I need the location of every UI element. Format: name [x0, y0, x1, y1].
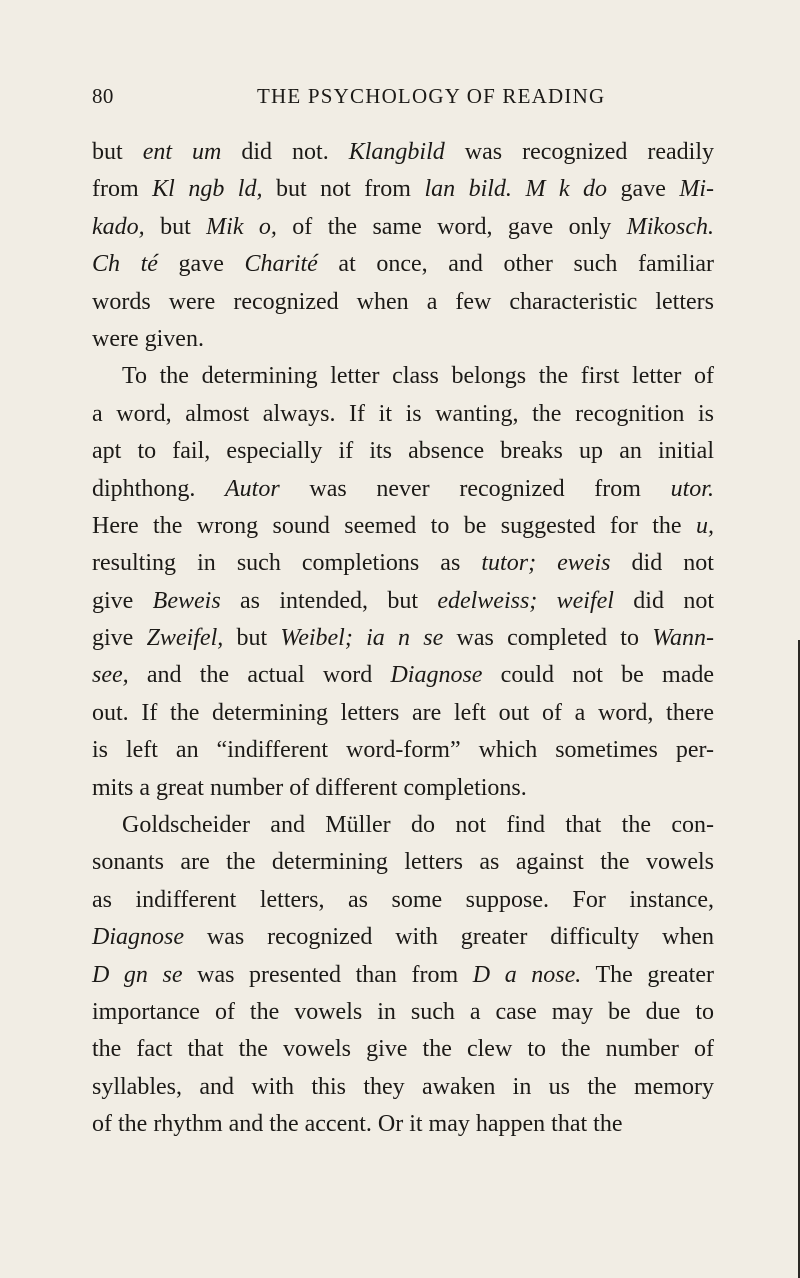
text-run: sonants are the determining letters as against the vowels: [92, 849, 714, 876]
body-text: [92, 134, 714, 1144]
text-run: Here the wrong sound seemed to be suggested for the: [92, 512, 696, 539]
italic-text: Kl ngb ld,: [152, 176, 263, 203]
text-line: [92, 358, 714, 395]
text-run: but: [223, 625, 281, 652]
text-run: as indifferent letters, as some suppose. For instance,: [92, 886, 714, 913]
text-line: [92, 321, 714, 358]
text-line: [92, 770, 714, 807]
text-run: as intended, but: [220, 587, 438, 614]
italic-text: Diagnose: [92, 924, 184, 951]
text-line: [92, 433, 714, 470]
text-run: was recognized readily: [444, 139, 715, 165]
text-line: [92, 732, 714, 769]
text-run: is left an “indifferent word-form” which sometimes per-: [92, 737, 714, 764]
text-line: [92, 695, 714, 732]
italic-text: Ch té: [92, 251, 158, 278]
italic-text: Beweis: [152, 587, 221, 614]
text-run: importance of the vowels in such a case may be due to: [92, 998, 714, 1025]
text-line: [92, 396, 714, 433]
text-run: the fact that the vowels give the clew to the number of: [92, 1036, 714, 1063]
text-line: [92, 284, 714, 321]
italic-text: see,: [92, 662, 129, 689]
text-run: diphthong.: [92, 475, 226, 502]
italic-text: Wann-: [652, 625, 714, 652]
text-run: did not: [613, 587, 714, 614]
text-run: gave: [157, 251, 245, 278]
italic-text: u,: [696, 512, 714, 539]
italic-text: Diagnose: [390, 662, 483, 689]
text-run: was never recognized from: [279, 475, 671, 502]
text-line: [92, 844, 714, 881]
text-run: of the rhythm and the accent. Or it may happen that the: [92, 1111, 623, 1138]
text-run: at once, and other such familiar: [317, 251, 715, 278]
text-run: but: [144, 213, 207, 240]
italic-text: M k do: [525, 176, 608, 203]
text-line: [92, 919, 714, 956]
text-line: [92, 807, 714, 844]
running-title: THE PSYCHOLOGY OF READING: [257, 84, 606, 108]
text-line: [92, 508, 714, 545]
text-run: resulting in such completions as: [92, 550, 482, 577]
text-line: [92, 620, 714, 657]
italic-text: lan bild.: [424, 176, 512, 203]
italic-text: Mikosch.: [626, 213, 715, 240]
italic-text: edelweiss; weifel: [437, 587, 614, 614]
italic-text: kado,: [92, 213, 145, 240]
text-run: To the determining letter class belongs the first letter of: [122, 363, 714, 390]
italic-text: Autor: [225, 475, 280, 502]
running-head: [92, 84, 706, 114]
text-line: [92, 1031, 714, 1068]
italic-text: D a nose.: [472, 961, 582, 988]
italic-text: Mi-: [679, 176, 715, 203]
text-line: [92, 957, 714, 994]
italic-text: Mik o,: [206, 213, 277, 240]
text-line: [92, 545, 714, 582]
text-run: but: [92, 139, 143, 165]
text-run: Goldscheider and Müller do not find that the con-: [122, 812, 714, 839]
text-run: were given.: [92, 325, 204, 352]
italic-text: ent um: [142, 139, 222, 165]
text-line: [92, 994, 714, 1031]
text-run: but not from: [262, 176, 425, 203]
text-line: [92, 657, 714, 694]
text-run: did not.: [221, 139, 349, 165]
text-run: syllables, and with this they awaken in us the memory: [92, 1073, 714, 1100]
italic-text: Weibel; ia n se: [280, 625, 444, 652]
italic-text: tutor; eweis: [481, 550, 611, 577]
text-run: and the actual word: [128, 662, 391, 689]
text-run: could not be made: [482, 662, 714, 689]
text-run: of the same word, gave only: [276, 213, 627, 240]
text-run: [512, 176, 526, 202]
text-line: [92, 882, 714, 919]
text-run: words were recognized when a few characteristic letters: [92, 288, 714, 315]
text-line: [92, 471, 714, 508]
text-run: mits a great number of different completions.: [92, 774, 527, 801]
text-line: [92, 1069, 714, 1106]
italic-text: Charité: [244, 251, 318, 278]
text-run: was presented than from: [182, 961, 473, 988]
text-run: give: [92, 587, 153, 614]
text-run: from: [92, 176, 153, 203]
italic-text: D gn se: [92, 961, 183, 988]
text-line: [92, 246, 714, 283]
text-line: [92, 134, 714, 171]
text-run: apt to fail, especially if its absence breaks up an initial: [92, 438, 714, 465]
text-run: was completed to: [443, 625, 653, 652]
text-run: was recognized with greater difficulty when: [184, 924, 714, 951]
italic-text: utor.: [670, 475, 714, 502]
text-line: [92, 171, 714, 208]
text-line: [92, 1106, 714, 1143]
text-line: [92, 209, 714, 246]
text-run: The greater: [581, 961, 714, 988]
text-line: [92, 583, 714, 620]
text-run: out. If the determining letters are left out of a word, there: [92, 699, 714, 726]
italic-text: Klangbild: [348, 139, 445, 165]
page-number: 80: [92, 84, 114, 108]
italic-text: Zweifel,: [146, 625, 224, 652]
text-run: did not: [610, 550, 714, 577]
text-run: a word, almost always. If it is wanting, the recognition is: [92, 400, 714, 427]
text-run: gave: [607, 176, 680, 203]
text-run: give: [92, 625, 147, 652]
